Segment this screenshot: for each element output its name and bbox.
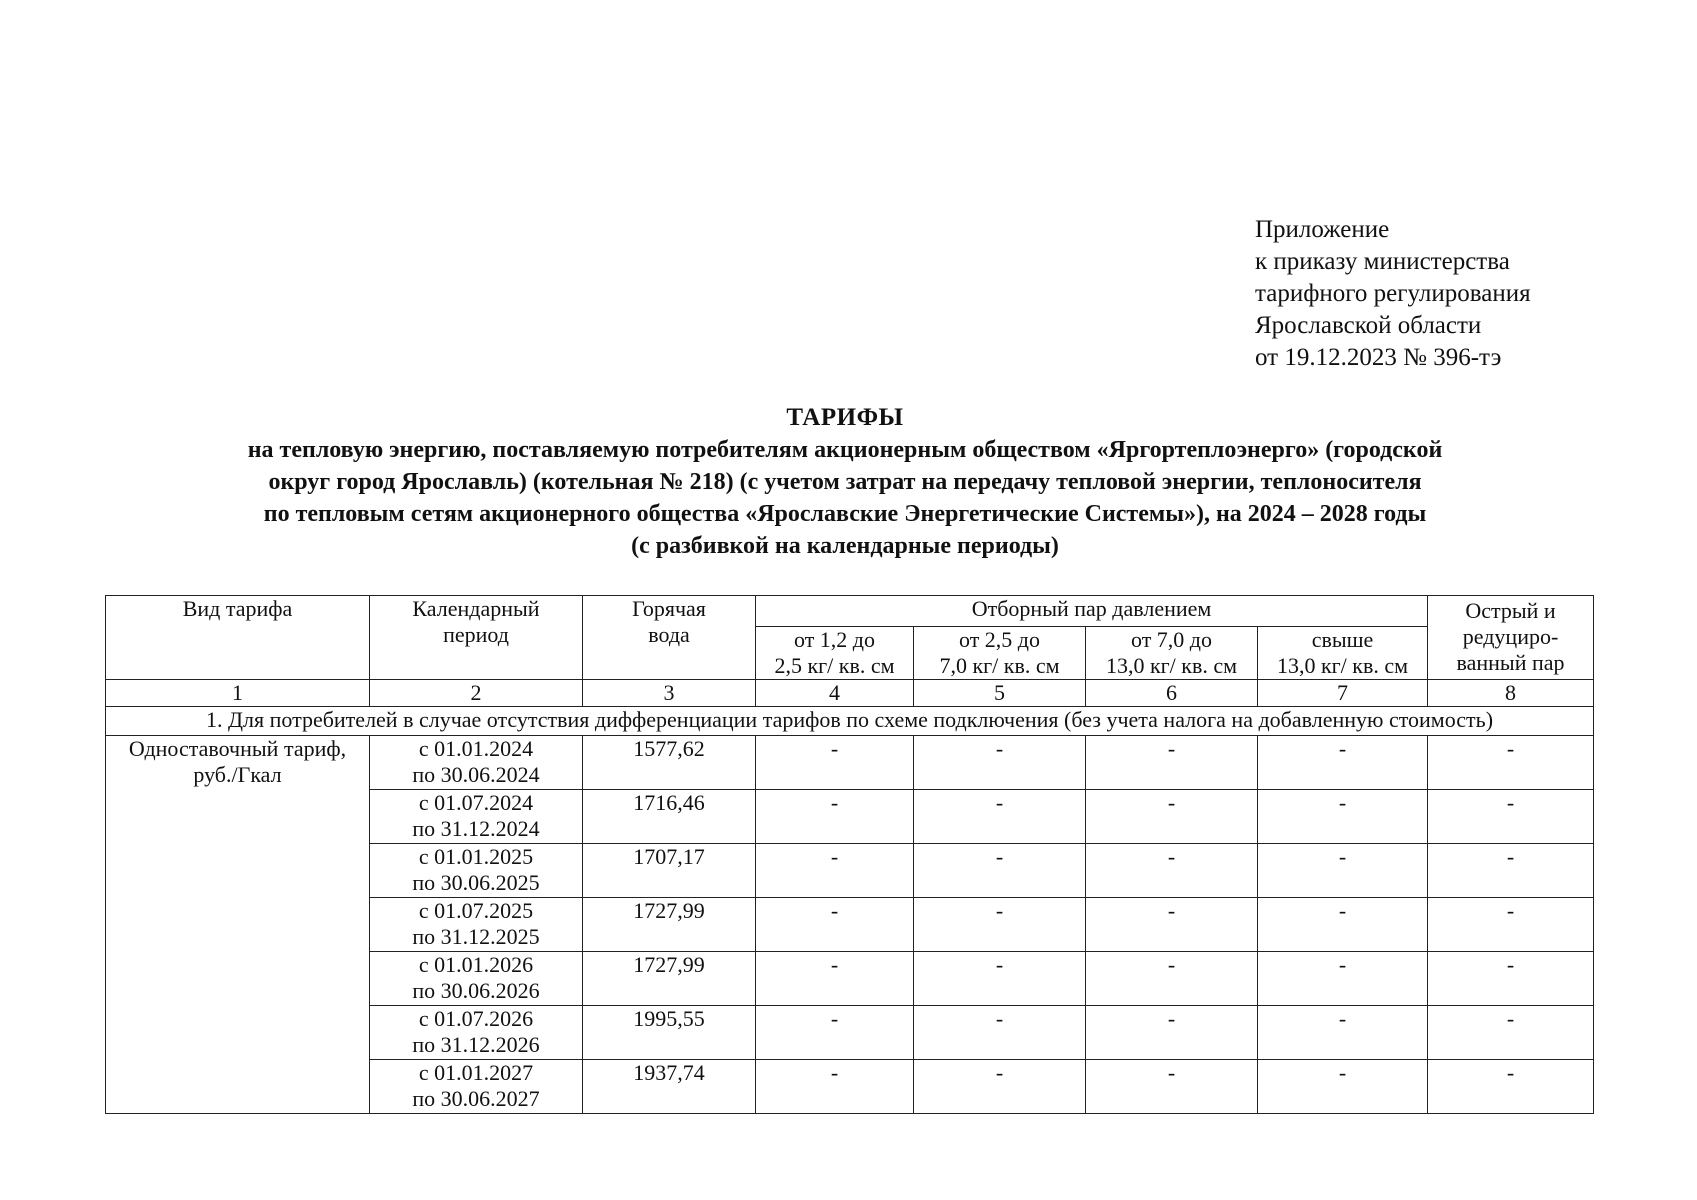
appendix-block [1255, 214, 1531, 374]
period-cell [370, 736, 583, 790]
empty-value-dash: - [1428, 844, 1594, 898]
column-number: 3 [583, 680, 756, 707]
empty-value-dash: - [1086, 1006, 1258, 1060]
header-period-label: Календарный период [412, 596, 540, 647]
header-hot-water-label: Горячая вода [632, 596, 706, 647]
period-to: по 30.06.2025 [412, 870, 540, 895]
period-to: по 31.12.2024 [412, 816, 540, 841]
header-kind: Вид тарифа [106, 596, 370, 680]
empty-value-dash: - [1258, 952, 1428, 1006]
appendix-line: Ярославской области [1255, 312, 1482, 339]
period-from: с 01.01.2027 [418, 1060, 534, 1085]
title-line: по тепловым сетям акционерного общества «Ярославские Энергетические Системы»), на 2024 – 2028 годы [263, 501, 1427, 527]
empty-value-dash: - [1086, 1060, 1258, 1114]
period-to: по 30.06.2024 [412, 762, 540, 787]
period-from: с 01.07.2026 [418, 1006, 534, 1031]
appendix-line: от 19.12.2023 № 396-тэ [1255, 344, 1502, 371]
period-from: с 01.01.2025 [418, 844, 534, 869]
header-steam-2 [914, 627, 1086, 680]
header-steam-1 [756, 627, 914, 680]
empty-value-dash: - [756, 736, 914, 790]
header-sharp-line: ванный пар [1456, 650, 1565, 675]
empty-value-dash: - [914, 736, 1086, 790]
hot-water-value: 1995,55 [583, 1006, 756, 1060]
hot-water-value: 1727,99 [583, 898, 756, 952]
empty-value-dash: - [1428, 1006, 1594, 1060]
period-cell [370, 1060, 583, 1114]
period-cell [370, 1006, 583, 1060]
hot-water-value: 1716,46 [583, 790, 756, 844]
period-cell [370, 952, 583, 1006]
tariff-kind-line: Одноставочный тариф, [128, 736, 347, 761]
empty-value-dash: - [1086, 790, 1258, 844]
header-steam-line: от 7,0 до [1130, 627, 1213, 652]
tariff-rows [106, 736, 1594, 1114]
header-steam-line: 2,5 кг/ кв. см [774, 653, 895, 678]
appendix-line: к приказу министерства [1255, 248, 1510, 275]
header-sharp-steam [1428, 596, 1594, 680]
empty-value-dash: - [756, 952, 914, 1006]
empty-value-dash: - [1428, 1060, 1594, 1114]
empty-value-dash: - [1086, 898, 1258, 952]
header-steam-group: Отборный пар давлением [756, 596, 1428, 627]
empty-value-dash: - [914, 1060, 1086, 1114]
period-from: с 01.07.2025 [418, 898, 534, 923]
empty-value-dash: - [1258, 898, 1428, 952]
tariff-table [105, 595, 1594, 1114]
empty-value-dash: - [756, 898, 914, 952]
header-steam-line: от 2,5 до [958, 627, 1041, 652]
header-steam-4 [1258, 627, 1428, 680]
header-sharp-line: редуциро- [1462, 624, 1559, 649]
table-row [106, 736, 1594, 790]
tariff-kind-cell [106, 736, 370, 1114]
header-steam-line: 13,0 кг/ кв. см [1105, 653, 1238, 678]
appendix-line: Приложение [1255, 216, 1390, 243]
document-title [100, 402, 1590, 562]
column-number: 1 [106, 680, 370, 707]
hot-water-value: 1707,17 [583, 844, 756, 898]
header-steam-line: свыше [1311, 627, 1374, 652]
empty-value-dash: - [1258, 790, 1428, 844]
header-steam-line: 13,0 кг/ кв. см [1276, 653, 1409, 678]
empty-value-dash: - [756, 790, 914, 844]
period-from: с 01.01.2026 [418, 952, 534, 977]
empty-value-dash: - [914, 790, 1086, 844]
empty-value-dash: - [1428, 898, 1594, 952]
section-title: 1. Для потребителей в случае отсутствия дифференциации тарифов по схеме подключения (без учета налога на добавленную стоимость) [106, 707, 1594, 736]
header-period [370, 596, 583, 680]
empty-value-dash: - [1428, 790, 1594, 844]
empty-value-dash: - [914, 844, 1086, 898]
period-cell [370, 790, 583, 844]
empty-value-dash: - [914, 898, 1086, 952]
title-line: на тепловую энергию, поставляемую потребителям акционерным обществом «Яргортеплоэнерго» (городской [247, 437, 1443, 463]
period-to: по 31.12.2025 [412, 924, 540, 949]
header-steam-3 [1086, 627, 1258, 680]
column-number: 8 [1428, 680, 1594, 707]
empty-value-dash: - [756, 844, 914, 898]
column-number-row [106, 680, 1594, 707]
empty-value-dash: - [914, 952, 1086, 1006]
period-to: по 31.12.2026 [412, 1032, 540, 1057]
period-from: с 01.07.2024 [418, 790, 534, 815]
hot-water-value: 1577,62 [583, 736, 756, 790]
empty-value-dash: - [1258, 844, 1428, 898]
period-to: по 30.06.2026 [412, 978, 540, 1003]
empty-value-dash: - [1086, 952, 1258, 1006]
column-number: 4 [756, 680, 914, 707]
period-from: с 01.01.2024 [418, 736, 534, 761]
header-steam-line: от 1,2 до [793, 627, 876, 652]
empty-value-dash: - [756, 1060, 914, 1114]
column-number: 5 [914, 680, 1086, 707]
hot-water-value: 1937,74 [583, 1060, 756, 1114]
empty-value-dash: - [1086, 736, 1258, 790]
header-sharp-line: Острый и [1465, 598, 1556, 623]
empty-value-dash: - [914, 1006, 1086, 1060]
empty-value-dash: - [1428, 736, 1594, 790]
hot-water-value: 1727,99 [583, 952, 756, 1006]
title-main: ТАРИФЫ [786, 404, 904, 431]
title-line: (с разбивкой на календарные периоды) [631, 533, 1059, 559]
period-to: по 30.06.2027 [412, 1086, 540, 1111]
empty-value-dash: - [1258, 736, 1428, 790]
appendix-line: тарифного регулирования [1255, 280, 1531, 307]
column-number: 2 [370, 680, 583, 707]
column-number: 6 [1086, 680, 1258, 707]
empty-value-dash: - [756, 1006, 914, 1060]
header-hot-water [583, 596, 756, 680]
title-line: округ город Ярославль) (котельная № 218) (с учетом затрат на передачу тепловой энергии, теплоносителя [268, 469, 1422, 495]
empty-value-dash: - [1258, 1006, 1428, 1060]
empty-value-dash: - [1086, 844, 1258, 898]
column-number: 7 [1258, 680, 1428, 707]
period-cell [370, 844, 583, 898]
empty-value-dash: - [1428, 952, 1594, 1006]
header-steam-line: 7,0 кг/ кв. см [939, 653, 1060, 678]
tariff-kind-unit: руб./Гкал [193, 762, 282, 787]
empty-value-dash: - [1258, 1060, 1428, 1114]
period-cell [370, 898, 583, 952]
